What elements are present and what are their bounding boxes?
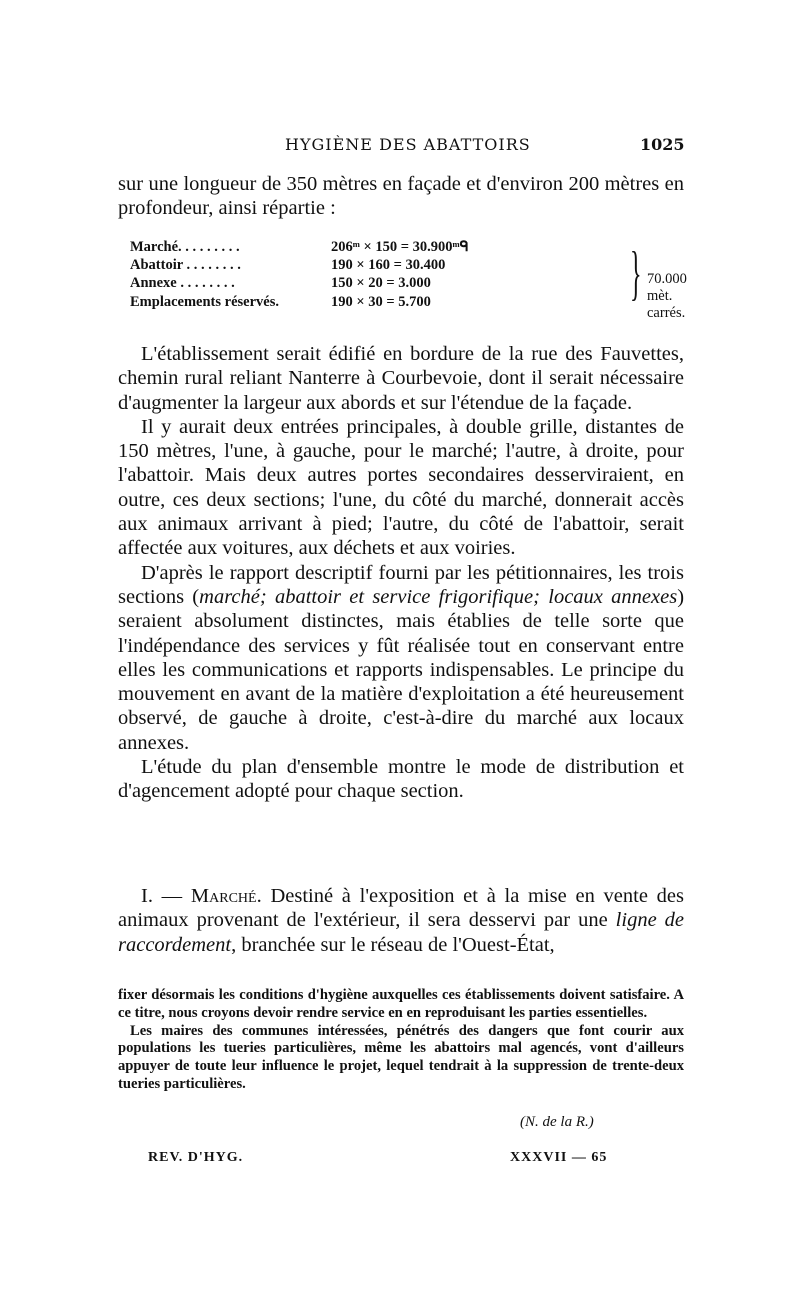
row-label: Abattoir . . . . . . . . xyxy=(130,257,241,273)
surface-table xyxy=(130,239,690,319)
table-total: 70.000 mèt. carrés. xyxy=(647,271,687,321)
row-calc: 190 × 160 = 30.400 xyxy=(331,257,446,273)
row-label: Marché. . . . . . . . . xyxy=(130,239,240,255)
row-calc: 206ᵐ × 150 = 30.900ᵐᑫ xyxy=(331,239,469,255)
paragraph-3: D'après le rapport descriptif fourni par les pétitionnaires, les trois sections (marché; abattoir et service frigorifique; locaux annexes) seraient absolument distinctes, mais établies de telle sorte que l'indépendance des services y fût réalisée tout en conservant entre elles les communications et rapports indispensables. Le principe du mouvement en avant de la matière d'exploitation a été heureusement observé, de gauche à droite, c'est-à-dire du marché aux locaux annexes. xyxy=(118,561,685,754)
row-label: Annexe . . . . . . . . xyxy=(130,275,235,291)
volume-sheet: XXXVII — 65 xyxy=(510,1150,608,1165)
paragraph-5: I. — Marché. Destiné à l'exposition et à la mise en vente des animaux provenant de l'extérieur, il sera desservi par une ligne de raccordement, branchée sur le réseau de l'Ouest-État, xyxy=(118,885,685,956)
running-title: HYGIÈNE DES ABATTOIRS xyxy=(285,135,531,154)
footnote-paragraph-1: fixer désormais les conditions d'hygiène auxquelles ces établissements doivent satisfaire. A ce titre, nous croyons devoir rendre service en en reproduisant les parties essentielles. xyxy=(118,987,684,1021)
ligne-raccordement: ligne de raccordement xyxy=(118,909,684,956)
row-calc: 190 × 30 = 5.700 xyxy=(331,294,431,310)
page-number: 1025 xyxy=(640,135,685,154)
footnote-signature: (N. de la R.) xyxy=(520,1114,594,1130)
row-calc: 150 × 20 = 3.000 xyxy=(331,275,431,291)
paragraph-4: L'étude du plan d'ensemble montre le mode de distribution et d'agencement adopté pour chaque section. xyxy=(118,756,684,803)
paragraph-2: Il y aurait deux entrées principales, à double grille, distantes de 150 mètres, l'une, à gauche, pour le marché; l'autre, à droite, pour l'abattoir. Mais deux autres portes secondaires desserviraient, en outre, ces deux sections; l'une, du côté du marché, donnerait accès aux animaux arrivant à pied; l'autre, du côté de l'abattoir, serait affectée aux voitures, aux déchets et aux voiries. xyxy=(118,415,684,560)
footnote-paragraph-2: Les maires des communes intéressées, pénétrés des dangers que font courir aux populations les tueries particulières, même les abattoirs mal agencés, vont d'ailleurs appuyer de toute leur influence le projet, lequel tendrait à la suppression de trente-deux tueries particulières. xyxy=(118,1022,684,1092)
section-marche xyxy=(118,884,684,957)
intro-paragraph xyxy=(118,172,684,221)
brace-glyph: } xyxy=(630,240,642,306)
row-label: Emplacements réservés. xyxy=(130,294,279,310)
paragraph-1: L'établissement serait édifié en bordure de la rue des Fauvettes, chemin rural reliant Nanterre à Courbevoie, dont il serait nécessaire d'augmenter la largeur aux abords et sur l'étendue de la façade. xyxy=(118,343,684,414)
sections-list: marché; abattoir et service frigorifique; locaux annexes xyxy=(199,585,678,608)
section-heading: Marché. xyxy=(190,885,262,907)
journal-signature: REV. D'HYG. xyxy=(148,1150,244,1165)
running-header xyxy=(0,135,800,157)
intro-text: sur une longueur de 350 mètres en façade et d'environ 200 mètres en profondeur, ainsi répartie : xyxy=(118,173,684,220)
main-text xyxy=(118,342,684,804)
footnote xyxy=(118,987,684,1094)
